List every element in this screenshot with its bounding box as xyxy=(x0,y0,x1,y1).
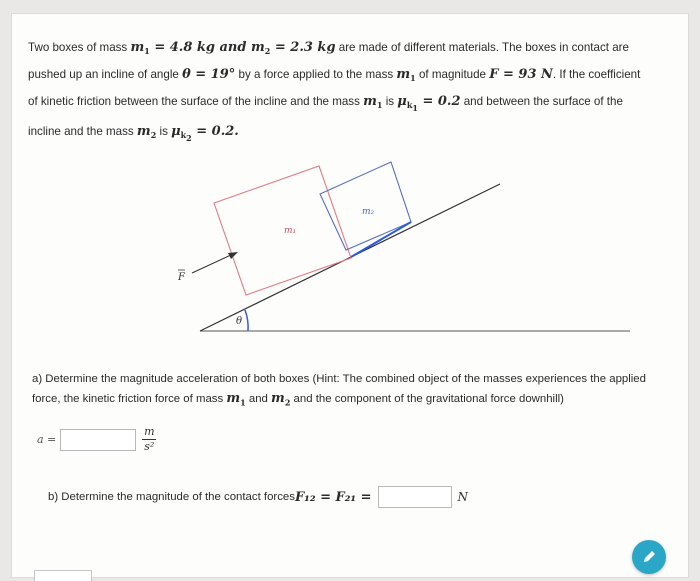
part-a-question: a) Determine the magnitude acceleration of both boxes (Hint: The combined object of the masses experiences the applied force, the kinetic friction force of mass $m_1$ and $m_2$ and the component of the gravitational force downhill) xyxy=(32,373,646,408)
force-arrow xyxy=(192,254,233,273)
acceleration-label: a = xyxy=(37,433,57,446)
contact-force-input[interactable] xyxy=(378,486,452,508)
force-expression: F = 93 N xyxy=(489,67,553,82)
angle-arc xyxy=(245,310,248,331)
mu-k2-symbol: $\mu_{k_2}$ xyxy=(171,124,192,143)
part-b-question: b) Determine the magnitude of the contact forces xyxy=(48,491,295,503)
problem-statement: Two boxes of mass $m_1 = 4.8$ kg and $m_2 = 2.3$ kg are made of different materials. The boxes in contact are pushed up an incline of angle θ = 19° by a force applied to the mass $m_1$ of magnitude F = 93 N. If the coefficient of kinetic friction between the surface of the incline and the mass $m_1$ is $\mu_{k_1} = 0.2$ and between the surface of the incline and the mass $m_2$ is $\mu_{k_2} = 0.2$. xyxy=(28,40,641,143)
m2-label: m₂ xyxy=(362,207,375,217)
part-b-row xyxy=(48,486,468,508)
mass-1-symbol: $m_1$ xyxy=(130,40,150,56)
mass-2-symbol: $m_2$ xyxy=(251,40,271,56)
part-a-answer-row xyxy=(37,426,156,453)
theta-label: θ xyxy=(236,316,243,327)
contact-surface xyxy=(351,222,411,257)
worksheet-page xyxy=(12,14,688,577)
contact-force-unit: N xyxy=(457,490,469,504)
edit-fab-button[interactable] xyxy=(632,540,666,574)
force-label: F xyxy=(178,272,185,283)
acceleration-unit: $\frac{m}{\text{s²}}$ xyxy=(144,425,155,453)
mu-k1-symbol: $\mu_{k_1}$ xyxy=(397,94,418,113)
theta-expression: θ = 19° xyxy=(182,67,236,82)
incline-diagram xyxy=(12,14,688,354)
box-m1 xyxy=(214,166,351,295)
pencil-icon xyxy=(641,549,657,565)
box-m2 xyxy=(320,162,411,250)
contact-force-expression: F₁₂ = F₂₁ = xyxy=(294,489,372,505)
incline-line xyxy=(200,184,500,331)
partial-input-box[interactable] xyxy=(34,570,92,581)
m1-label: m₁ xyxy=(284,226,297,236)
acceleration-input[interactable] xyxy=(60,429,136,451)
